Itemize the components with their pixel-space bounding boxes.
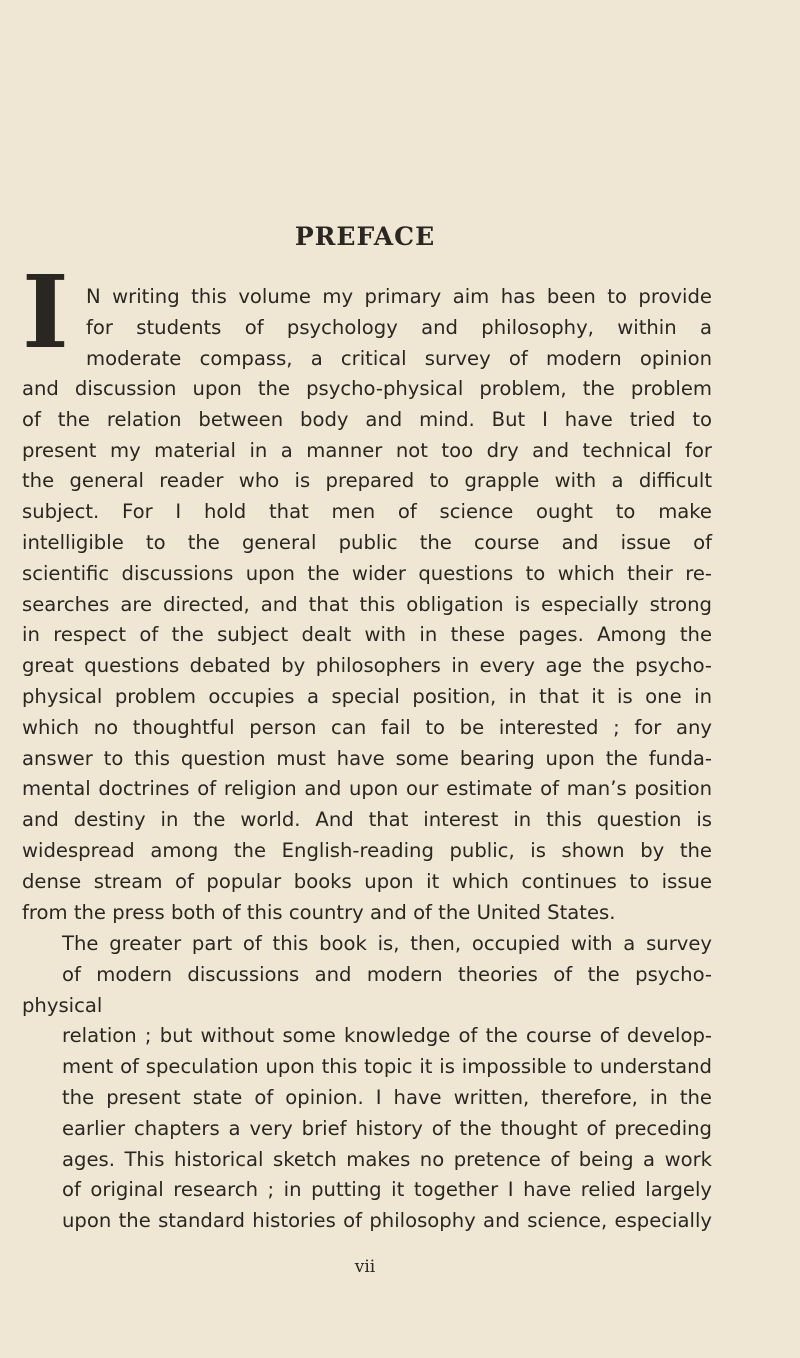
text-line: N writing this volume my primary aim has been to provide [86,285,712,308]
text-line: present my material in a manner not too dry and technical for [22,438,712,462]
text-line: in respect of the subject dealt with in these pages. Among the [22,623,712,647]
text-line: the general reader who is prepared to grapple with a difficult [22,469,712,493]
text-line: the present state of opinion. I have written, therefore, in the [62,1085,712,1109]
text-line: The greater part of this book is, then, occupied with a survey [62,932,712,955]
text-line: and destiny in the world. And that interest in this question is [22,808,712,832]
page-number: vii [354,1257,376,1277]
text-line: earlier chapters a very brief history of the thought of preceding [62,1116,712,1140]
text-line: which no thoughtful person can fail to be interested ; for any [22,715,712,739]
text-line: relation ; but without some knowledge of the course of develop- [62,1024,712,1048]
text-line: ment of speculation upon this topic it is impossible to understand [62,1055,712,1079]
text-line: of modern discussions and modern theories of the psycho-physical [22,962,712,1017]
text-line: mental doctrines of religion and upon our estimate of man’s position [22,777,712,801]
text-line: upon the standard histories of philosophy and science, especially [62,1209,712,1233]
text-line: subject. For I hold that men of science ought to make [22,500,712,524]
paragraph-1-body [22,374,712,928]
text-line: searches are directed, and that this obligation is especially strong [22,592,712,616]
page-title: PREFACE [294,222,436,251]
text-line: answer to this question must have some bearing upon the funda- [22,746,712,770]
text-line: physical problem occupies a special position, in that it is one in [22,684,712,708]
text-line: intelligible to the general public the course and issue of [22,530,712,554]
text-line: ages. This historical sketch makes no pretence of being a work [62,1147,712,1171]
text-line: widespread among the English-reading public, is shown by the [22,838,712,862]
text-line: scientific discussions upon the wider questions to which their re- [22,561,712,585]
text-line: moderate compass, a critical survey of modern opinion [86,346,712,370]
text-line: from the press both of this country and of the United States. [22,900,616,924]
paragraph-1-opening [86,282,712,374]
text-line: of original research ; in putting it together I have relied largely [62,1178,712,1202]
paragraph-2 [22,929,712,1237]
drop-cap: I [22,253,69,371]
text-line: of the relation between body and mind. But I have tried to [22,407,712,431]
text-line: great questions debated by philosophers in every age the psycho- [22,654,712,678]
text-line: dense stream of popular books upon it which continues to issue [22,869,712,893]
text-line: and discussion upon the psycho-physical problem, the problem [22,377,712,400]
text-line: for students of psychology and philosophy, within a [86,315,712,339]
